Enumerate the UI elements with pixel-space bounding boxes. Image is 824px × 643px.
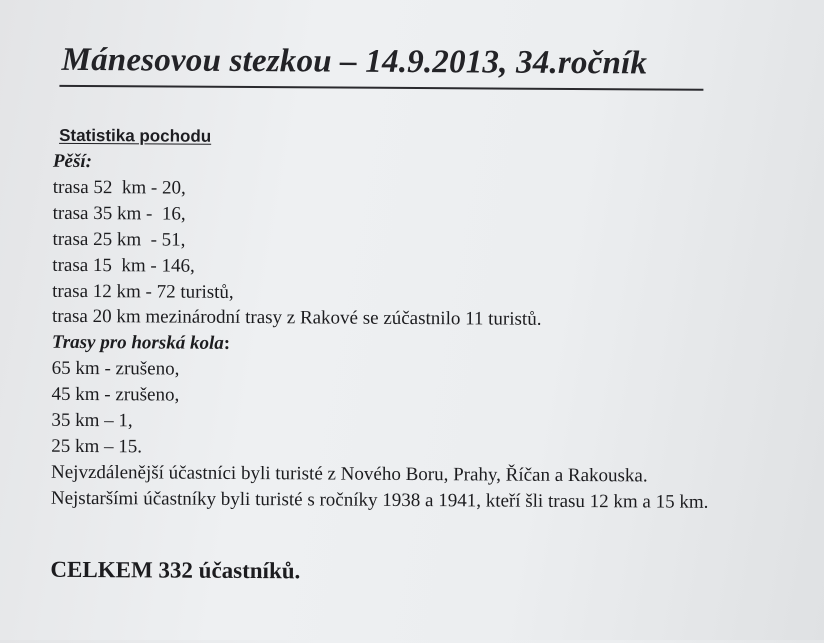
bike-route-65: 65 km - zrušeno, [51, 358, 180, 380]
walker-route-52: trasa 52 km - 20, [52, 176, 186, 199]
title-underline [59, 85, 703, 91]
total-participants: CELKEM 332 účastníků. [50, 556, 301, 584]
walker-route-25: trasa 25 km - 51, [52, 228, 186, 251]
document-title: Mánesovou stezkou – 14.9.2013, 34.ročník [61, 41, 648, 82]
walkers-heading: Pěší: [52, 150, 93, 173]
walker-route-15: trasa 15 km - 146, [52, 254, 195, 277]
farthest-participants-text: Nejvzdálenější účastníci byli turisté z Nového Boru, Prahy, Říčan a Rakouska. [50, 461, 648, 487]
bike-route-35: 35 km – 1, [51, 409, 133, 432]
bike-route-25: 25 km – 15. [51, 435, 143, 458]
walker-route-35: trasa 35 km - 16, [52, 202, 186, 225]
walker-route-12: trasa 12 km - 72 turistů, [52, 280, 234, 303]
bikes-heading-text: Trasy pro horská kola [51, 332, 224, 355]
oldest-participants-text: Nejstaršími účastníky byli turisté s ročníky 1938 a 1941, kteří šli trasu 12 km a 15 km. [50, 487, 709, 513]
walker-route-20-international: trasa 20 km mezinárodní trasy z Rakové se zúčastnilo 11 turistů. [51, 306, 542, 331]
bikes-heading-colon: : [223, 333, 231, 355]
section-heading: Statistika pochodu [59, 125, 212, 146]
bike-route-45: 45 km - zrušeno, [51, 383, 180, 406]
statistics-body [51, 149, 793, 516]
